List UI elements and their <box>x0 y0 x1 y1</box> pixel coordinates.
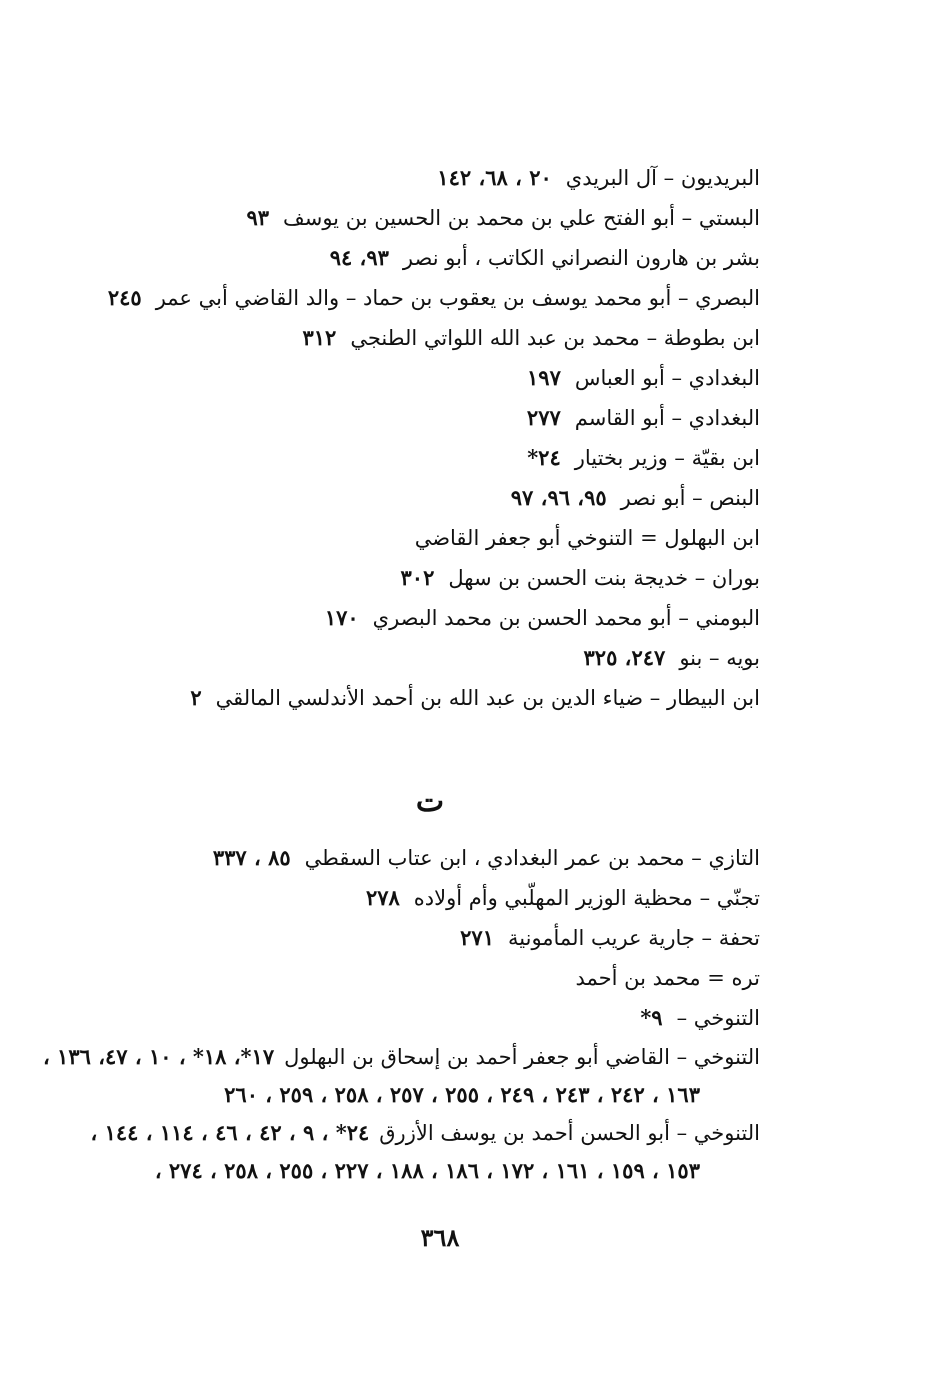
entry-pages: ٩٥، ٩٦، ٩٧ <box>510 485 607 510</box>
entry-pages: ٢٤٧، ٣٢٥ <box>583 645 666 670</box>
entry-pages: ١٧٠ <box>324 605 359 630</box>
index-entry <box>60 678 760 718</box>
index-entry-multiline <box>40 1038 760 1114</box>
index-entry-multiline <box>40 1114 760 1190</box>
entry-name: البريديون – آل البريدي <box>565 166 760 190</box>
entry-pages: ٢٧١ <box>460 925 494 950</box>
entry-pages: ٢٧٧ <box>526 405 561 430</box>
index-entry <box>40 998 760 1038</box>
index-entry <box>60 558 760 598</box>
section-heading-letter: ت <box>415 784 445 819</box>
index-entry <box>60 278 760 318</box>
entry-name: البغدادي – أبو العباس <box>574 366 760 390</box>
index-entry <box>60 238 760 278</box>
entry-pages: ١٩٧ <box>527 365 561 390</box>
index-entry <box>60 638 760 678</box>
section-t-entries <box>40 838 760 1190</box>
index-entry <box>40 958 760 998</box>
index-entry <box>40 878 760 918</box>
entry-name: البستي – أبو الفتح علي بن محمد بن الحسين بن يوسف <box>283 206 760 230</box>
entry-pages-continuation: ١٥٣ ، ١٥٩ ، ١٦١ ، ١٧٢ ، ١٨٦ ، ١٨٨ ، ٢٢٧ ، ٢٥٥ ، ٢٥٨ ، ٢٧٤ ، <box>154 1158 700 1183</box>
entry-name: بويه – بنو <box>679 646 760 670</box>
index-entry <box>40 918 760 958</box>
entry-pages: ٨٥ ، ٣٣٧ <box>212 845 291 870</box>
entry-pages: ٣١٢ <box>302 325 337 350</box>
entry-name: بوران – خديجة بنت الحسن بن سهل <box>448 566 760 590</box>
entry-name: التنوخي – <box>676 1006 760 1030</box>
index-entry <box>60 598 760 638</box>
index-entry <box>40 838 760 878</box>
entry-pages: ٣٠٢ <box>400 565 435 590</box>
index-entry <box>60 478 760 518</box>
index-entry <box>60 398 760 438</box>
entry-first-line <box>40 1038 760 1076</box>
entry-pages: ٢٤* ، ٩ ، ٤٢ ، ٤٦ ، ١١٤ ، ١٤٤ ، <box>90 1120 370 1145</box>
entry-pages: ٢٧٨ <box>365 885 400 910</box>
entry-pages: ٩٣ <box>246 205 269 230</box>
entry-pages: ٢٤٥ <box>107 285 142 310</box>
index-entry <box>60 358 760 398</box>
entry-pages: ٩٣، ٩٤ <box>329 245 389 270</box>
entry-name: تره = محمد بن أحمد <box>575 966 760 990</box>
entry-pages: ٩* <box>640 1005 663 1030</box>
entry-name: البغدادي – أبو القاسم <box>574 406 760 430</box>
entry-name: التازي – محمد بن عمر البغدادي ، ابن عتاب السقطي <box>304 846 760 870</box>
entry-name: ابن البيطار – ضياء الدين بن عبد الله بن أحمد الأندلسي المالقي <box>215 686 760 710</box>
entry-pages: ٢٤* <box>527 445 561 470</box>
entry-pages: ٢ <box>190 685 202 710</box>
index-entry <box>60 318 760 358</box>
entry-name: التنوخي – القاضي أبو جعفر أحمد بن إسحاق بن البهلول <box>284 1045 760 1069</box>
entry-pages: ٢٠ ، ٦٨، ١٤٢ <box>437 165 552 190</box>
entry-name: البنص – أبو نصر <box>620 486 760 510</box>
entry-pages-continuation: ١٦٣ ، ٢٤٢ ، ٢٤٣ ، ٢٤٩ ، ٢٥٥ ، ٢٥٧ ، ٢٥٨ ، ٢٥٩ ، ٢٦٠ <box>224 1082 700 1107</box>
index-entry <box>60 158 760 198</box>
entry-name: ابن البهلول = التنوخي أبو جعفر القاضي <box>414 526 760 550</box>
entry-name: تحفة – جارية عريب المأمونية <box>508 926 760 950</box>
entry-first-line <box>40 1114 760 1152</box>
section-b-entries <box>60 158 760 718</box>
entry-name: البصري – أبو محمد يوسف بن يعقوب بن حماد – والد القاضي أبي عمر <box>155 286 760 310</box>
entry-name: بشر بن هارون النصراني الكاتب ، أبو نصر <box>402 246 760 270</box>
entry-name: البومني – أبو محمد الحسن بن محمد البصري <box>372 606 760 630</box>
entry-name: ابن بطوطة – محمد بن عبد الله اللواتي الطنجي <box>350 326 760 350</box>
page-number: ٣٦٨ <box>420 1223 460 1252</box>
entry-pages: ١٧*، ١٨* ، ١٠ ، ٤٧، ١٣٦ ، <box>42 1044 275 1069</box>
entry-name: ابن بقيّة – وزير بختيار <box>574 446 760 470</box>
index-entry <box>60 438 760 478</box>
entry-name: التنوخي – أبو الحسن أحمد بن يوسف الأزرق <box>379 1121 760 1145</box>
entry-name: تجنّي – محظية الوزير المهلّبي وأم أولاده <box>413 886 760 910</box>
index-entry <box>60 198 760 238</box>
index-entry <box>60 518 760 558</box>
